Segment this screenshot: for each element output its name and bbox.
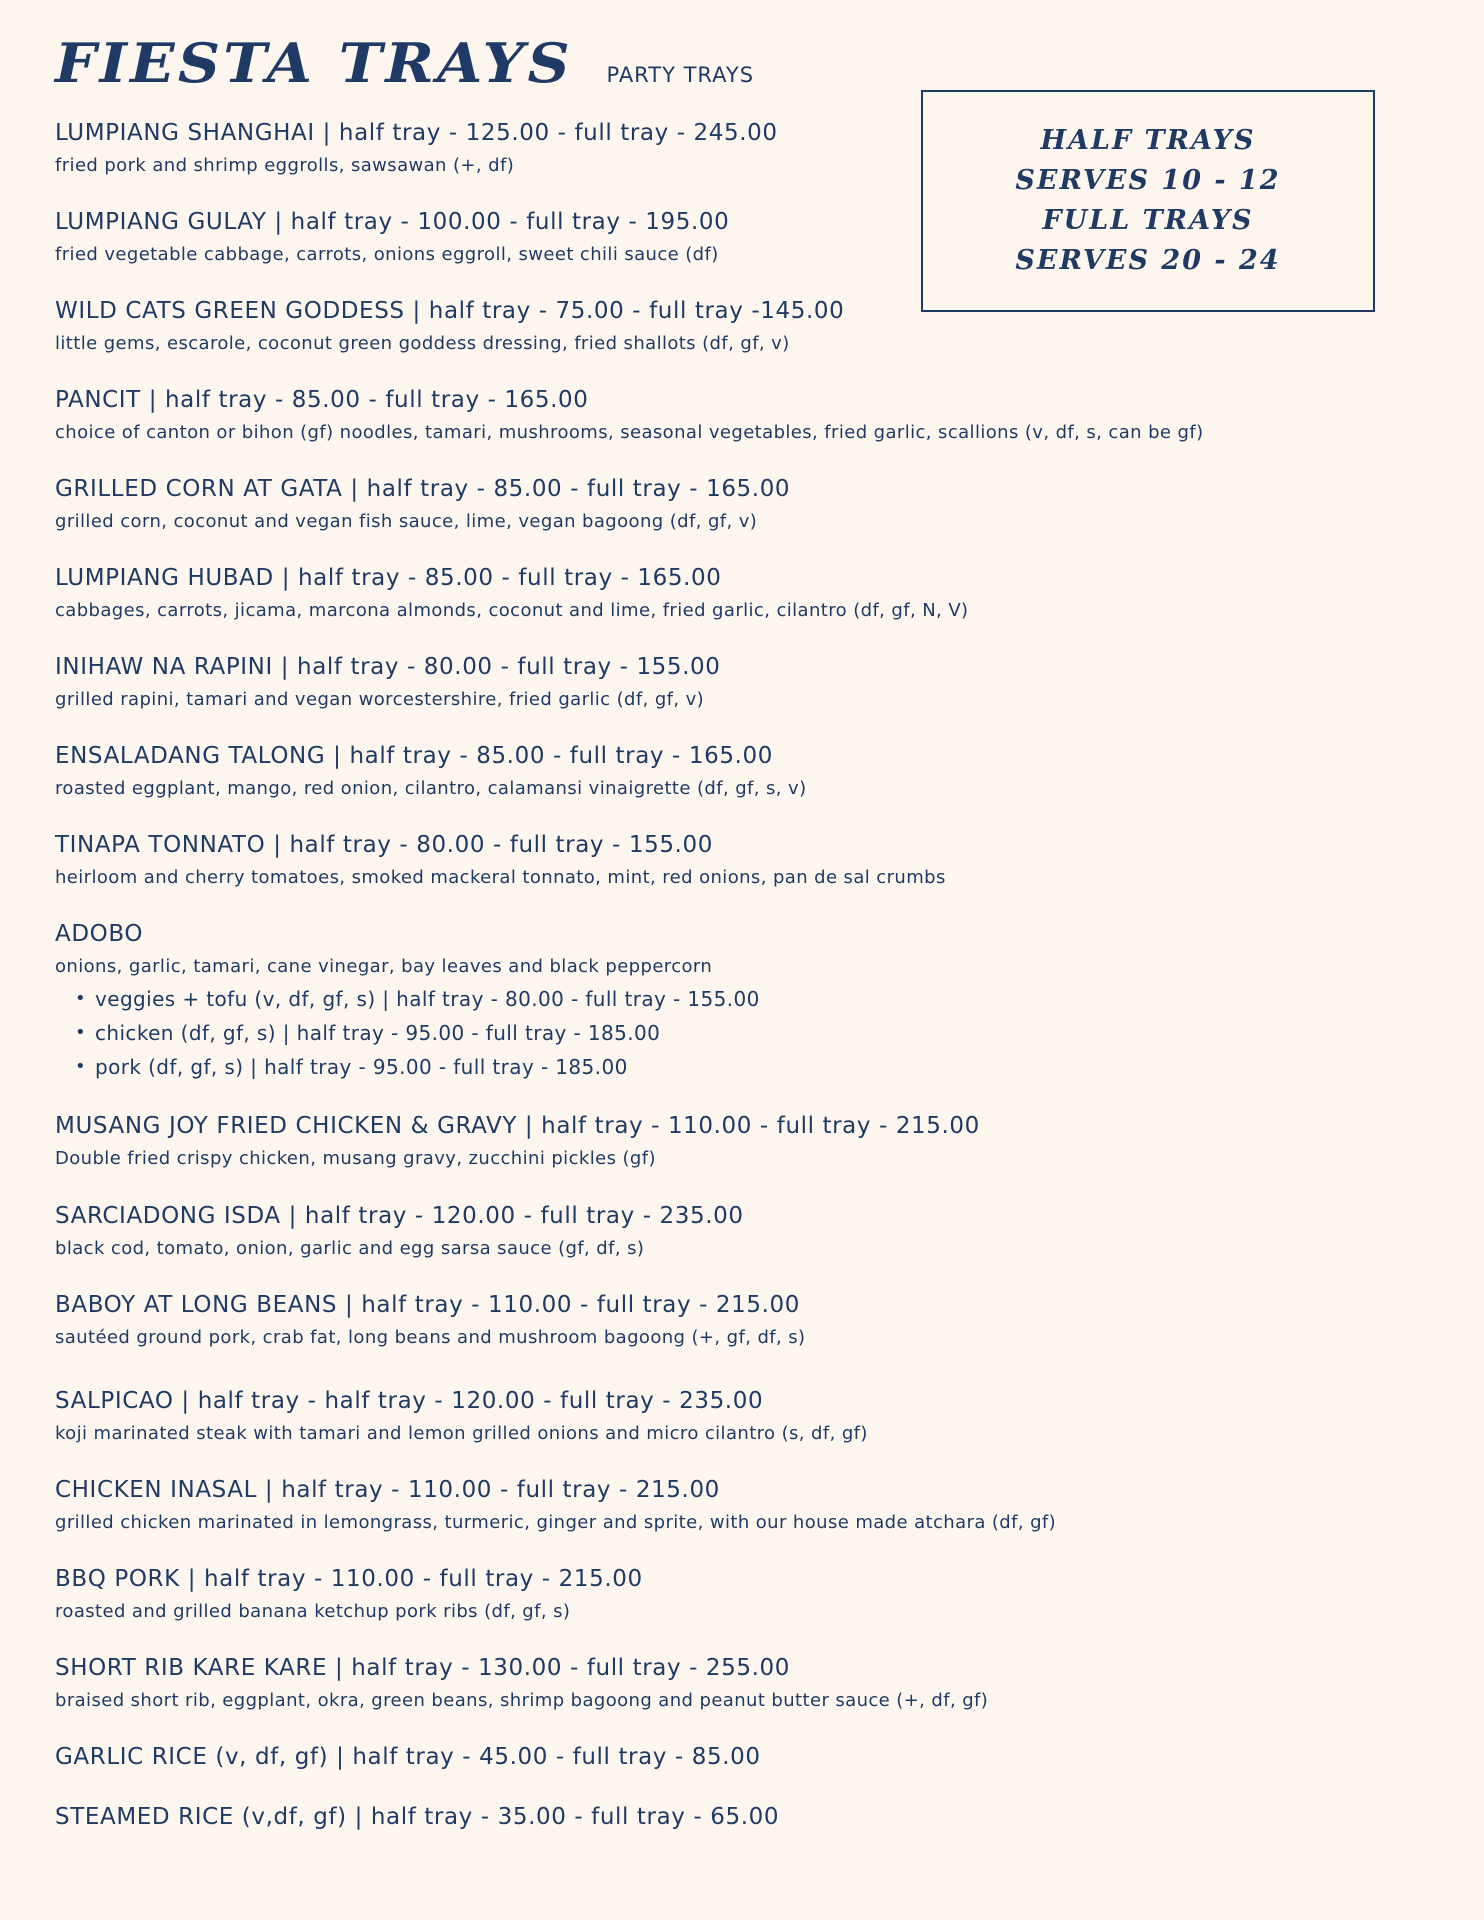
menu-item [55, 1290, 805, 1351]
menu-item [55, 474, 790, 535]
serving-info-line: FULL TRAYS [1042, 205, 1254, 236]
menu-item [55, 563, 968, 624]
menu-item [55, 1653, 988, 1714]
menu-item-description: onions, garlic, tamari, cane vinegar, bay leaves and black peppercorn [55, 956, 713, 977]
menu-item [55, 652, 721, 713]
serving-info-line: SERVES 10 - 12 [1015, 165, 1281, 196]
menu-item-description: little gems, escarole, coconut green goddess dressing, fried shallots (df, gf, v) [55, 333, 790, 354]
menu-item-heading: SARCIADONG ISDA | half tray - 120.00 - full tray - 235.00 [55, 1203, 744, 1229]
serving-info-box [921, 90, 1375, 312]
menu-item-description: black cod, tomato, onion, garlic and egg sarsa sauce (gf, df, s) [55, 1238, 645, 1259]
menu-item-heading: CHICKEN INASAL | half tray - 110.00 - full tray - 215.00 [55, 1477, 720, 1503]
page-title: FIESTA TRAYS [55, 31, 573, 95]
menu-item-heading: ENSALADANG TALONG | half tray - 85.00 - full tray - 165.00 [55, 743, 773, 769]
menu-item-heading: BABOY AT LONG BEANS | half tray - 110.00 - full tray - 215.00 [55, 1292, 800, 1318]
menu-item-description: roasted eggplant, mango, red onion, cilantro, calamansi vinaigrette (df, gf, s, v) [55, 778, 807, 799]
menu-item-heading: SALPICAO | half tray - half tray - 120.00 - full tray - 235.00 [55, 1388, 764, 1414]
serving-info-line: HALF TRAYS [1040, 125, 1256, 156]
page-subtitle: PARTY TRAYS [606, 63, 755, 87]
menu-item-heading: TINAPA TONNATO | half tray - 80.00 - full tray - 155.00 [55, 832, 713, 858]
menu-item [55, 1201, 744, 1262]
menu-item-heading: MUSANG JOY FRIED CHICKEN & GRAVY | half tray - 110.00 - full tray - 215.00 [55, 1113, 980, 1139]
menu-item [55, 1802, 779, 1832]
menu-item-description: roasted and grilled banana ketchup pork ribs (df, gf, s) [55, 1601, 571, 1622]
menu-item-description: grilled corn, coconut and vegan fish sauce, lime, vegan bagoong (df, gf, v) [55, 511, 758, 532]
menu-item-description: grilled rapini, tamari and vegan worcestershire, fried garlic (df, gf, v) [55, 689, 705, 710]
serving-info-line: SERVES 20 - 24 [1015, 245, 1281, 276]
menu-item-description: koji marinated steak with tamari and lemon grilled onions and micro cilantro (s, df, gf) [55, 1423, 868, 1444]
menu-item-heading: WILD CATS GREEN GODDESS | half tray - 75.00 - full tray -145.00 [55, 298, 845, 324]
adobo-option: • chicken (df, gf, s) | half tray - 95.00 - full tray - 185.00 [95, 1016, 760, 1050]
menu-item-description: sautéed ground pork, crab fat, long beans and mushroom bagoong (+, gf, df, s) [55, 1327, 806, 1348]
menu-item-heading: LUMPIANG HUBAD | half tray - 85.00 - full tray - 165.00 [55, 565, 722, 591]
menu-item [55, 1111, 980, 1172]
menu-item-description: fried vegetable cabbage, carrots, onions eggroll, sweet chili sauce (df) [55, 244, 719, 265]
menu-item-heading: BBQ PORK | half tray - 110.00 - full tray - 215.00 [55, 1566, 643, 1592]
menu-item-heading: LUMPIANG SHANGHAI | half tray - 125.00 - full tray - 245.00 [55, 120, 778, 146]
menu-item-description: braised short rib, eggplant, okra, green beans, shrimp bagoong and peanut butter sauce (+, df, gf) [55, 1690, 989, 1711]
menu-item-adobo [55, 919, 760, 1084]
title-row [55, 31, 755, 95]
adobo-option: • pork (df, gf, s) | half tray - 95.00 - full tray - 185.00 [95, 1050, 760, 1084]
menu-item [55, 1386, 868, 1447]
menu-item-heading: STEAMED RICE (v,df, gf) | half tray - 35.00 - full tray - 65.00 [55, 1804, 780, 1830]
menu-item-description: Double fried crispy chicken, musang gravy, zucchini pickles (gf) [55, 1148, 656, 1169]
adobo-options-list [55, 982, 760, 1084]
menu-item-heading: SHORT RIB KARE KARE | half tray - 130.00 - full tray - 255.00 [55, 1655, 790, 1681]
menu-item [55, 385, 1204, 446]
menu-item-description: cabbages, carrots, jicama, marcona almonds, coconut and lime, fried garlic, cilantro (df, gf, N, V) [55, 600, 969, 621]
menu-item [55, 830, 946, 891]
menu-item [55, 741, 807, 802]
menu-item [55, 296, 844, 357]
menu-item [55, 207, 729, 268]
menu-item-heading: INIHAW NA RAPINI | half tray - 80.00 - full tray - 155.00 [55, 654, 721, 680]
menu-item [55, 1564, 643, 1625]
menu-item-description: grilled chicken marinated in lemongrass, turmeric, ginger and sprite, with our house made atchara (df, gf) [55, 1512, 1057, 1533]
menu-item [55, 118, 778, 179]
menu-item-heading: GRILLED CORN AT GATA | half tray - 85.00 - full tray - 165.00 [55, 476, 791, 502]
menu-item-heading: GARLIC RICE (v, df, gf) | half tray - 45.00 - full tray - 85.00 [55, 1744, 761, 1770]
menu-item [55, 1742, 761, 1772]
adobo-option: • veggies + tofu (v, df, gf, s) | half tray - 80.00 - full tray - 155.00 [95, 982, 760, 1016]
menu-item [55, 1475, 1056, 1536]
menu-item-heading: PANCIT | half tray - 85.00 - full tray - 165.00 [55, 387, 589, 413]
menu-item-description: fried pork and shrimp eggrolls, sawsawan (+, df) [55, 155, 515, 176]
menu-item-description: heirloom and cherry tomatoes, smoked mackeral tonnato, mint, red onions, pan de sal crumbs [55, 867, 946, 888]
menu-item-description: choice of canton or bihon (gf) noodles, tamari, mushrooms, seasonal vegetables, fried garlic, scallions (v, df, s, can be gf) [55, 422, 1204, 443]
menu-item-heading: LUMPIANG GULAY | half tray - 100.00 - full tray - 195.00 [55, 209, 730, 235]
menu-item-heading: ADOBO [55, 921, 144, 947]
